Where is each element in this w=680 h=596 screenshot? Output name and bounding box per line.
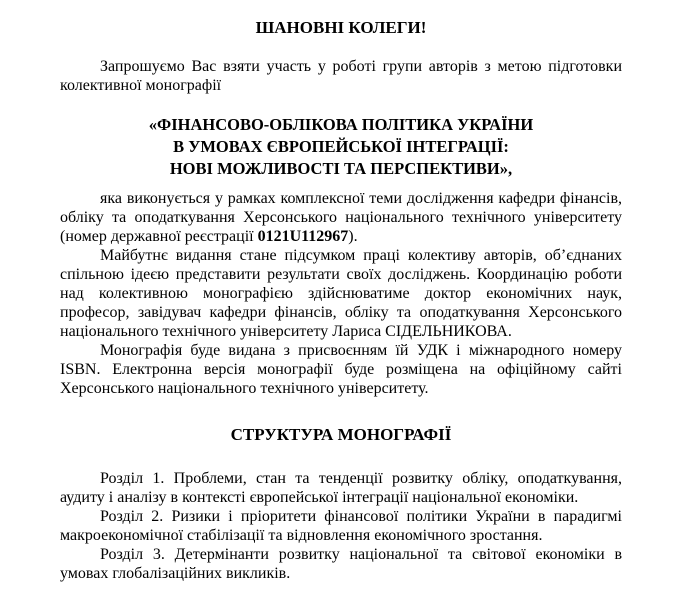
structure-heading: СТРУКТУРА МОНОГРАФІЇ	[230, 425, 452, 444]
monograph-title	[60, 114, 622, 180]
monograph-title-line-2: В УМОВАХ ЄВРОПЕЙСЬКОЇ ІНТЕГРАЦІЇ:	[173, 137, 509, 156]
intro-paragraph: Запрошуємо Вас взяти участь у роботі групи авторів з метою підготовки колективної монографії	[60, 58, 622, 94]
section-paragraph-1: Розділ 1. Проблеми, стан та тенденції розвитку обліку, оподаткування, аудиту і аналізу в контексті європейської інтеграції національної економіки.	[60, 470, 622, 506]
registration-number: 0121U112967	[257, 228, 349, 245]
publication-paragraph: Монографія буде видана з присвоєнням їй УДК і міжнародного номеру ISBN. Електронна версія монографії буде розміщена на офіційному сайті Херсонського національного технічного університету.	[60, 342, 622, 397]
monograph-title-line-3: НОВІ МОЖЛИВОСТІ ТА ПЕРСПЕКТИВИ»,	[169, 159, 513, 178]
coordination-paragraph: Майбутнє видання стане підсумком праці колективу авторів, об’єднаних спільною ідеєю представити результати своїх досліджень. Координацію роботи над колективною монографією здійснюватиме доктор економічних наук, професор, завідувач кафедри фінансів, обліку та оподаткування Херсонського національного технічного університету Лариса СІДЕЛЬНИКОВА.	[60, 247, 622, 340]
framework-paragraph	[60, 189, 622, 246]
section-paragraph-3: Розділ 3. Детермінанти розвитку національної та світової економіки в умовах глобалізаційних викликів.	[60, 546, 622, 582]
monograph-title-line-1: «ФІНАНСОВО-ОБЛІКОВА ПОЛІТИКА УКРАЇНИ	[148, 115, 534, 134]
framework-text-after: ).	[348, 228, 358, 245]
section-paragraph-2: Розділ 2. Ризики і пріоритети фінансової політики України в парадигмі макроекономічної стабілізації та відновлення економічного зростання.	[60, 508, 622, 544]
framework-text-before: яка виконується у рамках комплексної теми дослідження кафедри фінансів, обліку та оподаткування Херсонського національного технічного університету (номер державної реєстрації	[60, 190, 622, 245]
greeting-heading: ШАНОВНІ КОЛЕГИ!	[255, 18, 427, 37]
